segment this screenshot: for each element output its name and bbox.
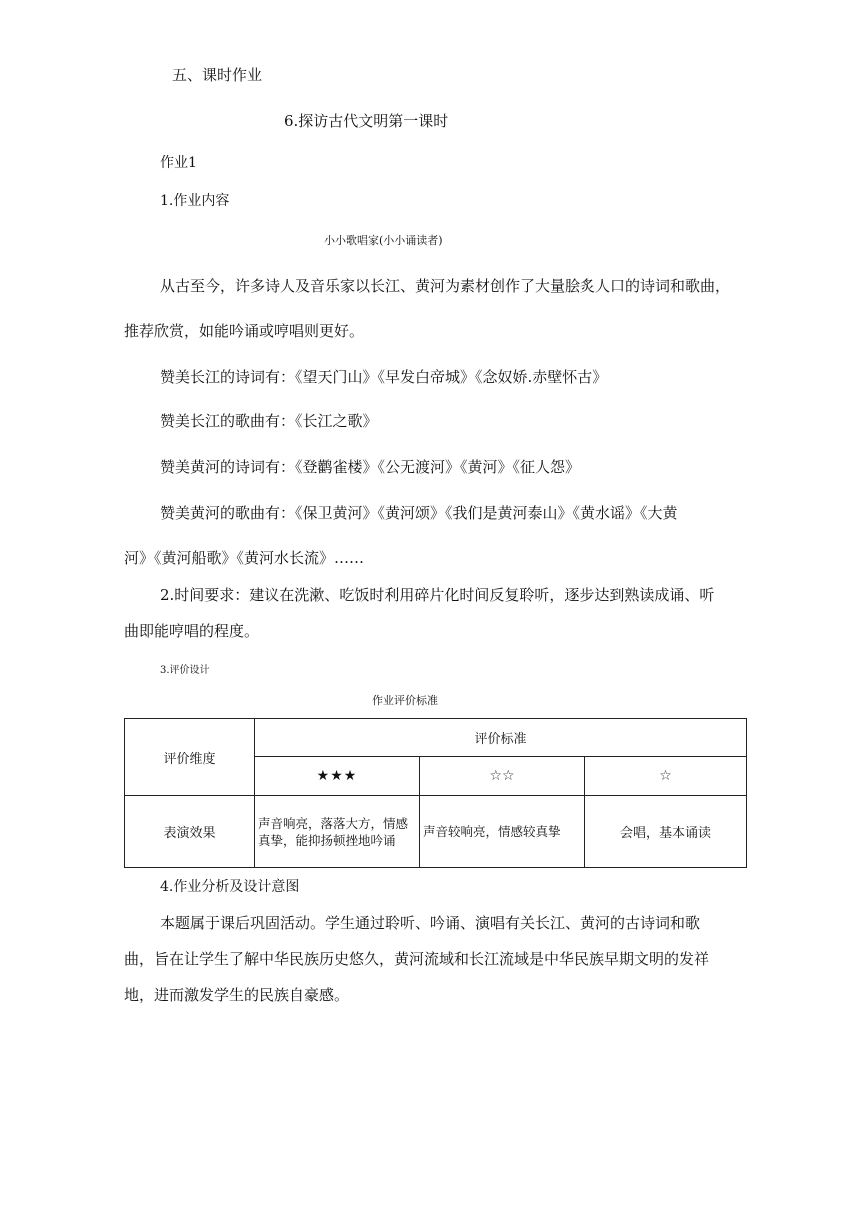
analysis-line3: 地，进而激发学生的民族自豪感。	[124, 986, 350, 1004]
standard-header: 评价标准	[255, 719, 747, 757]
performance-three-star-cell	[255, 796, 420, 868]
time-requirement-line1: 2.时间要求：建议在洗漱、吃饭时利用碎片化时间反复聆听，逐步达到熟读成诵、听	[160, 586, 715, 604]
performance-row-label: 表演效果	[125, 796, 255, 868]
lesson-title: 6.探访古代文明第一课时	[284, 112, 449, 130]
yellow-river-songs-line2: 河》《黄河船歌》《黄河水长流》……	[124, 549, 365, 567]
two-star-level: ☆☆	[420, 757, 585, 796]
evaluation-table-title: 作业评价标准	[372, 694, 438, 707]
evaluation-heading: 3.评价设计	[160, 665, 210, 676]
section-heading: 五、课时作业	[172, 66, 263, 84]
homework-label: 作业1	[160, 155, 197, 171]
yellow-river-poems: 赞美黄河的诗词有：《登鹳雀楼》《公无渡河》《黄河》《征人怨》	[160, 458, 581, 476]
analysis-line2: 曲，旨在让学生了解中华民族历史悠久，黄河流域和长江流域是中华民族早期文明的发祥	[124, 950, 710, 968]
time-requirement-line2: 曲即能哼唱的程度。	[124, 622, 260, 640]
performance-two-star-cell	[420, 796, 585, 868]
analysis-heading: 4.作业分析及设计意图	[160, 879, 300, 895]
evaluation-table	[124, 718, 747, 868]
yellow-river-songs-line1: 赞美黄河的歌曲有：《保卫黄河》《黄河颂》《我们是黄河泰山》《黄水谣》《大黄	[160, 504, 678, 522]
activity-subtitle: 小小歌唱家(小小诵读者)	[324, 234, 443, 247]
one-star-level: ☆	[585, 757, 747, 796]
yangtze-songs: 赞美长江的歌曲有：《长江之歌》	[160, 412, 378, 430]
dimension-header: 评价维度	[125, 719, 255, 796]
three-star-level: ★★★	[255, 757, 420, 796]
performance-two-star-text: 声音较响亮，情感较真挚	[423, 824, 561, 839]
performance-one-star-cell: 会唱，基本诵读	[585, 796, 747, 868]
analysis-line1: 本题属于课后巩固活动。学生通过聆听、吟诵、演唱有关长江、黄河的古诗词和歌	[160, 914, 701, 932]
intro-paragraph-line2: 推荐欣赏，如能吟诵或哼唱则更好。	[124, 322, 365, 340]
performance-three-star-text: 声音响亮，落落大方，情感真挚，能抑扬顿挫地吟诵	[258, 815, 409, 848]
content-heading: 1.作业内容	[160, 193, 230, 209]
intro-paragraph-line1: 从古至今，许多诗人及音乐家以长江、黄河为素材创作了大量脍炙人口的诗词和歌曲，	[160, 277, 731, 295]
yangtze-poems: 赞美长江的诗词有：《望天门山》《早发白帝城》《念奴娇.赤壁怀古》	[160, 368, 608, 386]
